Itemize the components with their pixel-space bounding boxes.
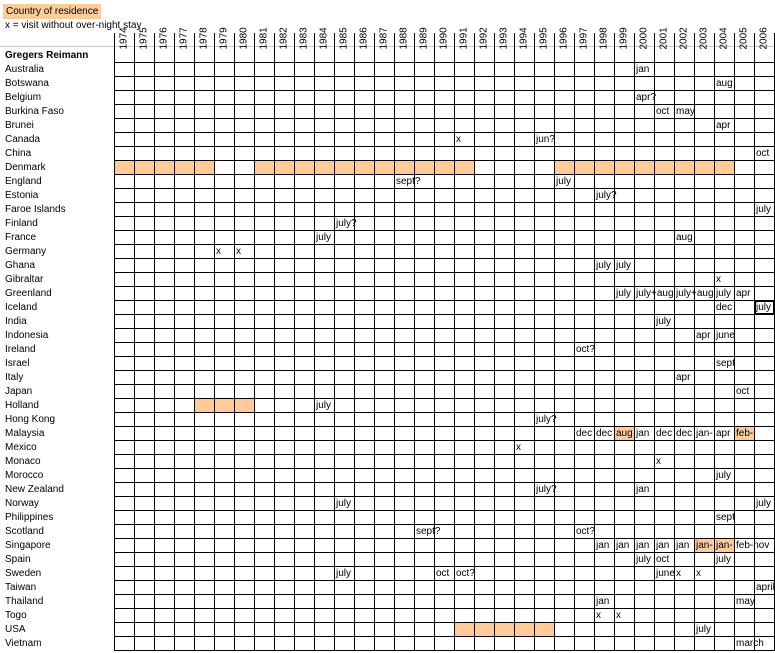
year-header-2004: 2004	[718, 27, 730, 50]
year-header-1993: 1993	[498, 27, 510, 50]
visit-note: apr	[716, 428, 731, 439]
visit-note: may	[736, 596, 755, 607]
residence-cell	[635, 161, 654, 174]
country-name: Botswana	[5, 78, 49, 89]
country-name: Ireland	[5, 344, 36, 355]
visit-note: july	[316, 400, 332, 411]
country-name: China	[5, 148, 32, 159]
year-header-1977: 1977	[178, 27, 190, 50]
year-header-1979: 1979	[218, 27, 230, 50]
legend-residence: Country of residence	[3, 4, 101, 19]
country-name: Morocco	[5, 470, 44, 481]
visit-note: may	[676, 106, 695, 117]
visit-note: oct?	[576, 526, 595, 537]
visit-note: oct?	[456, 568, 475, 579]
grid-hline	[114, 300, 775, 301]
grid-hline	[114, 76, 775, 77]
grid-hline	[114, 216, 775, 217]
visit-note: jan	[656, 540, 670, 551]
residence-cell	[235, 399, 254, 412]
country-name: Italy	[5, 372, 24, 383]
residence-cell	[195, 161, 214, 174]
country-name: Hong Kong	[5, 414, 56, 425]
visit-note: july	[316, 232, 332, 243]
year-header-1981: 1981	[258, 27, 270, 50]
visit-note: jan	[636, 428, 650, 439]
grid-hline	[114, 174, 775, 175]
visit-note: july	[716, 554, 732, 565]
country-name: Burkina Faso	[5, 106, 64, 117]
residence-cell	[315, 161, 334, 174]
visit-note: july	[616, 288, 632, 299]
country-name: Sweden	[5, 568, 42, 579]
country-name: Mexico	[5, 442, 37, 453]
visit-note: feb-nov	[736, 540, 770, 551]
country-name: USA	[5, 624, 26, 635]
grid-hline	[114, 272, 775, 273]
visit-note: june	[656, 568, 675, 579]
residence-cell	[615, 161, 634, 174]
year-header-1986: 1986	[358, 27, 370, 50]
residence-cell	[135, 161, 154, 174]
visit-note: sept	[716, 512, 735, 523]
grid-hline	[114, 440, 775, 441]
visit-note: july	[596, 260, 612, 271]
country-name: Australia	[5, 64, 44, 75]
country-name: France	[5, 232, 37, 243]
visit-note: apr	[676, 372, 691, 383]
residence-cell	[455, 161, 474, 174]
year-header-1984: 1984	[318, 27, 330, 50]
visit-note: jan-	[696, 540, 713, 551]
grid-hline	[114, 524, 775, 525]
visit-note: dec	[676, 428, 693, 439]
year-header-1975: 1975	[138, 27, 150, 50]
visit-note: july	[556, 176, 572, 187]
visit-note: x	[676, 568, 681, 579]
residence-cell	[375, 161, 394, 174]
country-name: England	[5, 176, 42, 187]
year-header-1985: 1985	[338, 27, 350, 50]
visit-note: dec	[576, 428, 593, 439]
country-name: Faroe Islands	[5, 204, 66, 215]
year-header-2001: 2001	[658, 27, 670, 50]
residence-cell	[115, 161, 134, 174]
visit-note: jan	[636, 484, 650, 495]
visit-note: jan-	[696, 428, 713, 439]
visit-note: oct	[656, 106, 670, 117]
visit-note: x	[716, 274, 721, 285]
country-name: India	[5, 316, 27, 327]
country-name: Monaco	[5, 456, 41, 467]
visit-note: july+aug	[676, 288, 714, 299]
visit-note: july?	[536, 484, 557, 495]
visit-note: july	[636, 554, 652, 565]
visit-note: oct	[736, 386, 750, 397]
year-header-2005: 2005	[738, 27, 750, 50]
visit-note: x	[456, 134, 461, 145]
country-name: Singapore	[5, 540, 51, 551]
year-header-1987: 1987	[378, 27, 390, 50]
residence-cell	[715, 161, 734, 174]
residence-cell	[655, 161, 674, 174]
residence-cell	[555, 161, 574, 174]
grid-hline	[114, 594, 775, 595]
grid-hline	[114, 62, 775, 63]
grid-hline	[114, 244, 775, 245]
visit-note: x	[236, 246, 241, 257]
year-header-1991: 1991	[458, 27, 470, 50]
residence-cell	[255, 161, 274, 174]
visit-note: sept?	[396, 176, 421, 187]
grid-hline	[114, 636, 775, 637]
country-name: Belgium	[5, 92, 42, 103]
visit-note: jan	[676, 540, 690, 551]
visit-note: x	[696, 568, 701, 579]
visit-note: july	[716, 288, 732, 299]
year-header-1999: 1999	[618, 27, 630, 50]
residence-cell	[535, 623, 554, 636]
grid-hline	[114, 90, 775, 91]
residence-cell	[335, 161, 354, 174]
country-name: Greenland	[5, 288, 52, 299]
grid-hline	[114, 482, 775, 483]
country-name: Gibraltar	[5, 274, 44, 285]
visit-note: july	[756, 498, 772, 509]
grid-hline	[114, 608, 775, 609]
residence-cell	[695, 161, 714, 174]
visit-note: jan	[636, 64, 650, 75]
grid-hline	[114, 650, 775, 651]
residence-cell	[475, 623, 494, 636]
grid-hline	[114, 258, 775, 259]
visit-note: jan	[616, 540, 630, 551]
year-header-1989: 1989	[418, 27, 430, 50]
visit-note: july	[336, 498, 352, 509]
country-name: Denmark	[5, 162, 46, 173]
grid-hline	[114, 132, 775, 133]
country-name: Norway	[5, 498, 39, 509]
visit-note: july	[756, 302, 772, 313]
residence-cell	[455, 623, 474, 636]
country-name: Ghana	[5, 260, 36, 271]
visit-note: oct?	[576, 344, 595, 355]
visit-note: sept	[716, 358, 735, 369]
year-header-1983: 1983	[298, 27, 310, 50]
residence-cell	[395, 161, 414, 174]
country-name: Finland	[5, 218, 38, 229]
visit-note: apr?	[636, 92, 657, 103]
country-name: Brunei	[5, 120, 34, 131]
visit-note: july?	[596, 190, 617, 201]
country-name: Estonia	[5, 190, 39, 201]
selected-cell	[754, 300, 775, 315]
visit-note: x	[656, 456, 661, 467]
country-name: Scotland	[5, 526, 44, 537]
visit-note: june	[716, 330, 735, 341]
visit-note: jan	[596, 540, 610, 551]
visit-note: aug	[676, 232, 693, 243]
visit-note: jun?	[536, 134, 555, 145]
visit-note: apr	[696, 330, 711, 341]
country-name: Israel	[5, 358, 30, 369]
country-name: Taiwan	[5, 582, 37, 593]
year-header-1990: 1990	[438, 27, 450, 50]
residence-cell	[275, 161, 294, 174]
residence-cell	[415, 161, 434, 174]
visit-note: dec	[716, 302, 733, 313]
visit-note: april	[756, 582, 775, 593]
visit-note: feb-	[736, 428, 754, 439]
residence-cell	[495, 623, 514, 636]
grid-hline	[114, 202, 775, 203]
residence-cell	[515, 623, 534, 636]
grid-hline	[114, 468, 775, 469]
visit-note: jan-	[716, 540, 733, 551]
grid-hline	[114, 552, 775, 553]
grid-hline	[114, 160, 775, 161]
grid-hline	[114, 118, 775, 119]
residence-cell	[595, 161, 614, 174]
residence-cell	[215, 399, 234, 412]
country-name: Canada	[5, 134, 41, 145]
grid-hline	[114, 622, 775, 623]
visit-note: x	[516, 442, 521, 453]
country-name: Holland	[5, 400, 39, 411]
visit-note: july?	[536, 414, 557, 425]
grid-hline	[114, 146, 775, 147]
residence-cell	[175, 161, 194, 174]
visit-note: x	[616, 610, 621, 621]
grid-hline	[114, 412, 775, 413]
year-header-2006: 2006	[758, 27, 770, 50]
visit-note: sept?	[416, 526, 441, 537]
grid-hline	[114, 314, 775, 315]
grid-hline	[114, 454, 775, 455]
visit-note: x	[216, 246, 221, 257]
year-header-1998: 1998	[598, 27, 610, 50]
visit-note: dec	[596, 428, 613, 439]
visit-note: july	[336, 568, 352, 579]
visit-note: x	[596, 610, 601, 621]
visit-note: jan	[636, 540, 650, 551]
grid-hline	[114, 342, 775, 343]
visit-note: aug	[616, 428, 633, 439]
year-header-1988: 1988	[398, 27, 410, 50]
visit-note: july	[656, 316, 672, 327]
year-header-1994: 1994	[518, 27, 530, 50]
visit-note: july	[756, 204, 772, 215]
year-header-1980: 1980	[238, 27, 250, 50]
visit-note: oct	[656, 554, 670, 565]
visit-note: july+aug	[636, 288, 674, 299]
year-header-1976: 1976	[158, 27, 170, 50]
grid-hline	[114, 510, 775, 511]
grid-hline	[114, 580, 775, 581]
grid-hline	[114, 384, 775, 385]
country-name: Spain	[5, 554, 31, 565]
year-header-2003: 2003	[698, 27, 710, 50]
grid-hline	[114, 398, 775, 399]
visit-note: apr	[716, 120, 731, 131]
residence-cell	[435, 161, 454, 174]
visit-note: july?	[336, 218, 357, 229]
year-header-1978: 1978	[198, 27, 210, 50]
grid-hline	[114, 328, 775, 329]
visit-note: apr	[736, 288, 751, 299]
visit-note: jan	[596, 596, 610, 607]
visit-note: march	[736, 638, 764, 649]
visit-note: july	[616, 260, 632, 271]
grid-hline	[114, 356, 775, 357]
year-header-2002: 2002	[678, 27, 690, 50]
country-name: New Zealand	[5, 484, 64, 495]
residence-cell	[675, 161, 694, 174]
country-name: Philippines	[5, 512, 54, 523]
visit-note: dec	[656, 428, 673, 439]
grid-hline	[114, 188, 775, 189]
country-name: Vietnam	[5, 638, 42, 649]
country-name: Malaysia	[5, 428, 45, 439]
country-name: Japan	[5, 386, 33, 397]
year-header-1992: 1992	[478, 27, 490, 50]
year-header-2000: 2000	[638, 27, 650, 50]
legend-visit: x = visit without over-night stay	[5, 20, 142, 31]
visit-note: july	[696, 624, 712, 635]
residence-cell	[575, 161, 594, 174]
residence-cell	[355, 161, 374, 174]
residence-cell	[195, 399, 214, 412]
residence-cell	[295, 161, 314, 174]
country-name: Indonesia	[5, 330, 49, 341]
country-name: Thailand	[5, 596, 44, 607]
visit-note: aug	[716, 78, 733, 89]
year-header-1982: 1982	[278, 27, 290, 50]
visit-note: oct	[756, 148, 770, 159]
year-header-1995: 1995	[538, 27, 550, 50]
country-name: Iceland	[5, 302, 38, 313]
grid-hline	[114, 496, 775, 497]
country-name: Togo	[5, 610, 27, 621]
residence-cell	[155, 161, 174, 174]
visit-note: oct	[436, 568, 450, 579]
year-header-1974: 1974	[118, 27, 130, 50]
year-header-1996: 1996	[558, 27, 570, 50]
owner-name: Gregers Reimann	[5, 50, 89, 61]
year-header-1997: 1997	[578, 27, 590, 50]
country-name: Germany	[5, 246, 47, 257]
visit-note: july	[716, 470, 732, 481]
